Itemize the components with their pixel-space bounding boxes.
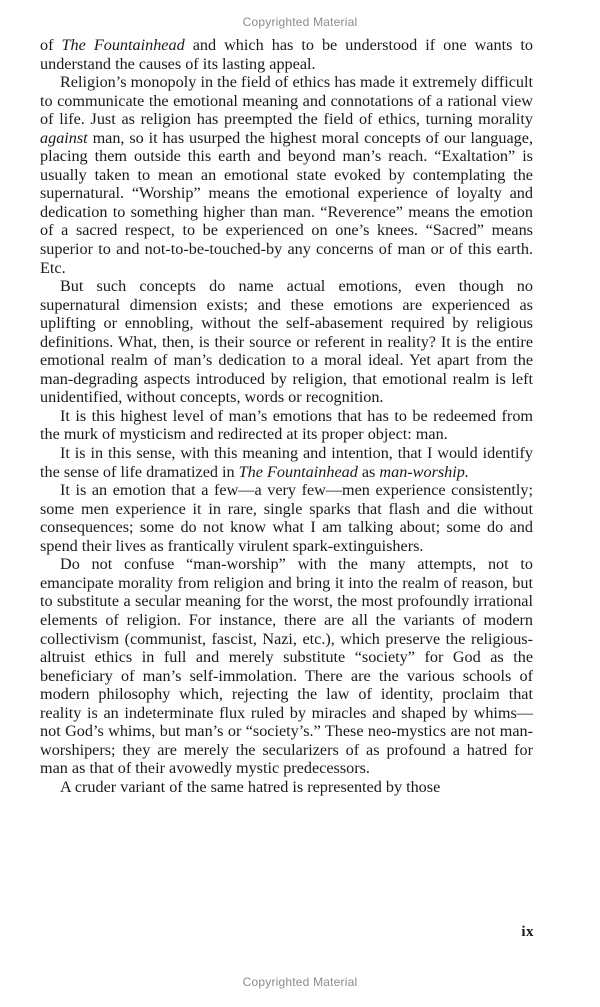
text-segment: But such concepts do name actual emotions, even though no supernatural dimension exists; and these emotions are experienced as uplifting or ennobling, without the self-abasement required by religious definitions. What, then, is their source or referent in reality? It is the entire emotional realm of man’s dedication to a moral ideal. Yet apart from the man-degrading aspects introduced by religion, that emotional realm is left unidentified, without concepts, words or recognition. — [40, 277, 533, 407]
paragraph — [40, 407, 533, 444]
paragraph — [40, 277, 533, 407]
text-segment: Do not confuse “man-worship” with the many attempts, not to emancipate morality from religion and bring it into the realm of reason, but to substitute a secular meaning for the worst, the most profoundly irrational elements of religion. For instance, there are all the variants of modern collectivism (communist, fascist, Nazi, etc.), which preserve the religious-altruist ethics in full and merely substitute “society” for God as the beneficiary of man’s self-immolation. There are the various schools of modern philosophy which, rejecting the law of identity, proclaim that reality is an indeterminate flux ruled by miracles and shaped by whims—not God’s whims, but man’s or “society’s.” These neo-mystics are not man-worshipers; they are merely the secularizers of as profound a hatred for man as that of their avowedly mystic predecessors. — [40, 555, 533, 778]
text-segment: man, so it has usurped the highest moral concepts of our language, placing them outside this earth and beyond man’s reach. “Exaltation” is usually taken to mean an emotional state evoked by contemplating the supernatural. “Worship” means the emotional experience of loyalty and dedication to something higher than man. “Reverence” means the emotion of a sacred respect, to be experienced on one’s knees. “Sacred” means superior to and not-to-be-touched-by any concerns of man or of this earth. Etc. — [40, 128, 533, 277]
paragraph — [40, 555, 533, 778]
text-segment: A cruder variant of the same hatred is represented by those — [60, 777, 441, 796]
text-segment: It is an emotion that a few—a very few—men experience consistently; some men experience it in rare, single sparks that flash and die without consequences; some do not know what I am talking about; some do and spend their lives as frantically virulent spark-extinguishers. — [40, 481, 533, 555]
copyright-watermark-top: Copyrighted Material — [242, 15, 358, 29]
italic-text: against — [40, 128, 88, 147]
copyright-watermark-bottom: Copyrighted Material — [242, 975, 358, 989]
text-segment: It is in this sense, with this meaning and intention, that I would identify the sense of life dramatized in — [40, 444, 533, 481]
text-segment: It is this highest level of man’s emotions that has to be redeemed from the murk of mysticism and redirected at its proper object: man. — [40, 406, 533, 444]
italic-text: The Fountainhead — [61, 36, 185, 54]
paragraph — [40, 481, 533, 555]
text-segment: Religion’s monopoly in the field of ethics has made it extremely difficult to communicate the emotional meaning and connotations of a rational view of life. Just as religion has preempted the field of ethics, turning morality — [40, 73, 533, 129]
paragraph — [40, 778, 533, 797]
text-segment: of — [40, 36, 62, 54]
text-segment: as — [357, 462, 380, 481]
paragraph — [40, 444, 533, 481]
italic-text: man-worship. — [379, 462, 469, 481]
page-number: ix — [521, 924, 534, 940]
italic-text: The Fountainhead — [238, 462, 358, 481]
page-body-text — [40, 36, 533, 796]
paragraph — [40, 73, 533, 277]
paragraph — [40, 36, 533, 73]
text-segment: and which has to be understood if one wants to understand the causes of its lasting appeal. — [40, 36, 533, 73]
